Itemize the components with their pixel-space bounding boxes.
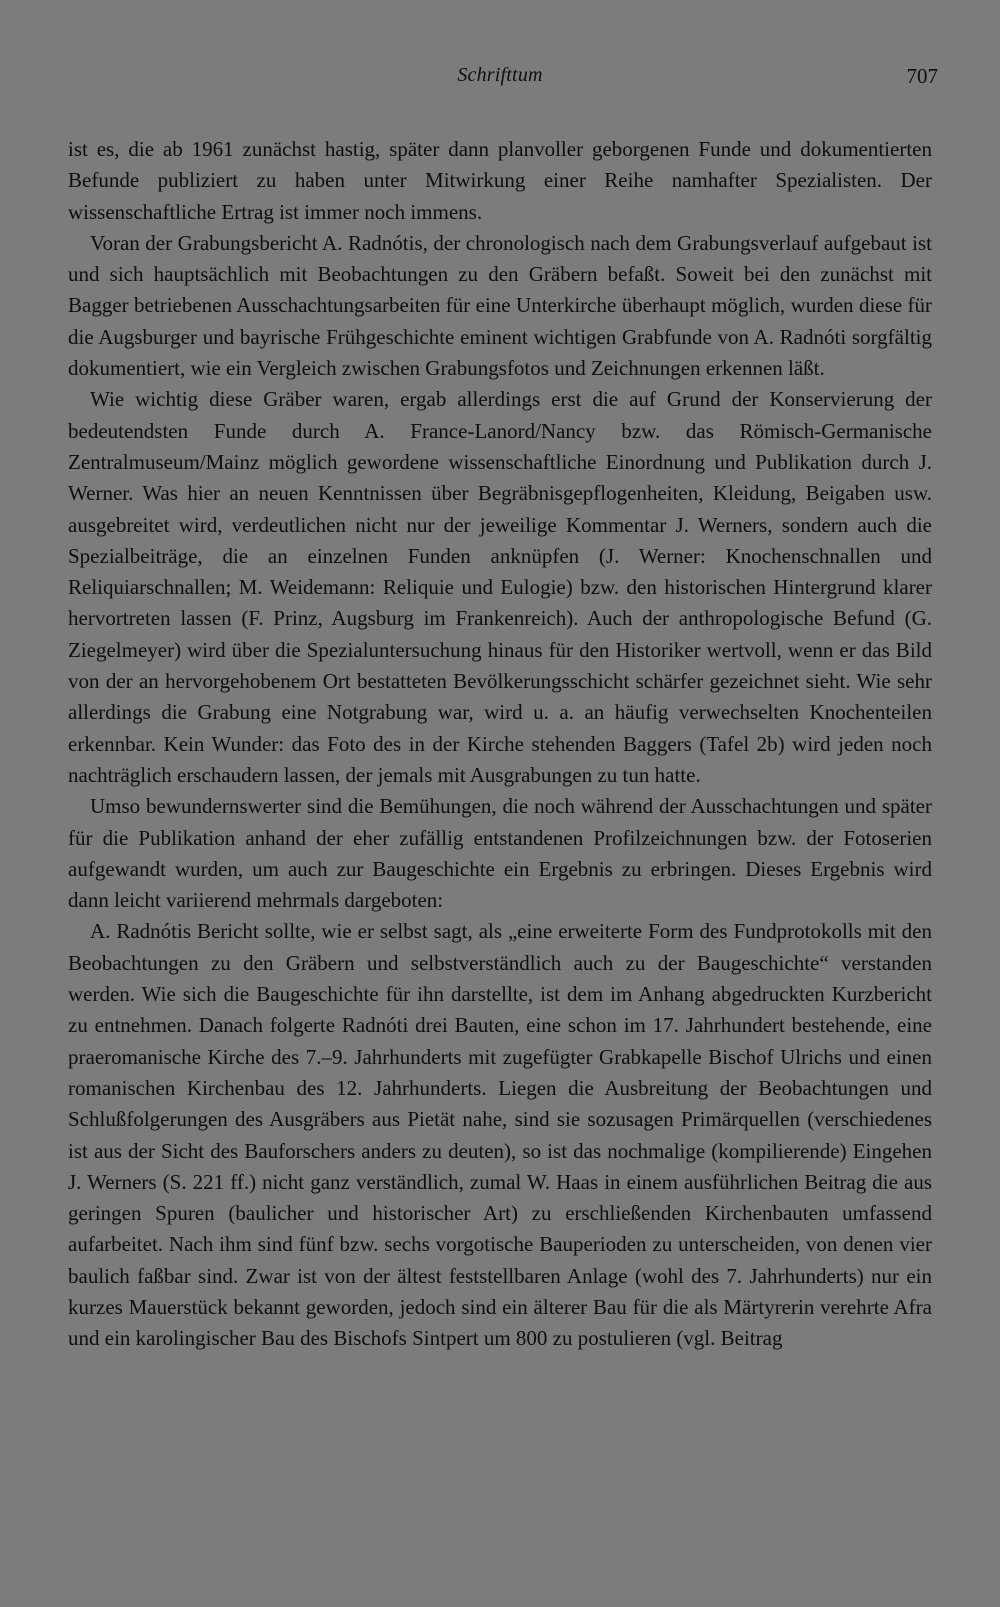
running-title: Schrifttum [457, 64, 543, 86]
body-text [68, 134, 932, 1355]
paragraph-4: Umso bewundernswerter sind die Bemühungen, die noch während der Ausschachtungen und später für die Publikation anhand der eher zufällig entstandenen Profilzeichnungen bzw. der Fotoserien aufgewandt wurden, um auch zur Baugeschichte ein Ergebnis zu erbringen. Dieses Ergebnis wird dann leicht variierend mehrmals dargeboten: [68, 794, 932, 913]
document-page [68, 60, 938, 1355]
paragraph-3: Wie wichtig diese Gräber waren, ergab allerdings erst die auf Grund der Konservierung der bedeutendsten Funde durch A. France-Lanord/Nancy bzw. das Römisch-Germanische Zentralmuseum/Mainz möglich gewordene wissenschaftliche Einordnung und Publikation durch J. Werner. Was hier an neuen Kenntnissen über Begräbnisgepflogenheiten, Kleidung, Beigaben usw. ausgebreitet wird, verdeutlichen nicht nur der jeweilige Kommentar J. Werners, sondern auch die Spezialbeiträge, die an einzelnen Funden anknüpfen (J. Werner: Knochenschnallen und Reliquiarschnallen; M. Weidemann: Reliquie und Eulogie) bzw. den historischen Hintergrund klarer hervortreten lassen (F. Prinz, Augsburg im Frankenreich). Auch der anthropologische Befund (G. Ziegelmeyer) wird über die Spezialuntersuchung hinaus für den Historiker wertvoll, wenn er das Bild von der an hervorgehobenem Ort bestatteten Bevölkerungsschicht schärfer gezeichnet sieht. Wie sehr allerdings die Grabung eine Notgrabung war, wird u. a. an häufig verwechselten Knochenteilen erkennbar. Kein Wunder: das Foto des in der Kirche stehenden Baggers (Tafel 2b) wird jeden noch nachträglich erschaudern lassen, der jemals mit Ausgrabungen zu tun hatte. [68, 387, 932, 787]
paragraph-5: A. Radnótis Bericht sollte, wie er selbst sagt, als „eine erweiterte Form des Fundprotokolls mit den Beobachtungen zu den Gräbern und selbstverständlich auch zu der Baugeschichte“ verstanden werden. Wie sich die Baugeschichte für ihn darstellte, ist dem im Anhang abgedruckten Kurzbericht zu entnehmen. Danach folgerte Radnóti drei Bauten, eine schon im 17. Jahrhundert bestehende, eine praeromanische Kirche des 7.–9. Jahrhunderts mit zugefügter Grabkapelle Bischof Ulrichs und einen romanischen Kirchenbau des 12. Jahrhunderts. Liegen die Ausbreitung der Beobachtungen und Schlußfolgerungen des Ausgräbers aus Pietät nahe, sind sie sozusagen Primärquellen (verschiedenes ist aus der Sicht des Bauforschers anders zu deuten), so ist das nochmalige (kompilierende) Eingehen J. Werners (S. 221 ff.) nicht ganz verständlich, zumal W. Haas in einem ausführlichen Beitrag die aus geringen Spuren (baulicher und historischer Art) zu erschließenden Kirchenbauten umfassend aufarbeitet. Nach ihm sind fünf bzw. sechs vorgotische Bauperioden zu unterscheiden, von denen vier baulich faßbar sind. Zwar ist von der ältest feststellbaren Anlage (wohl des 7. Jahrhunderts) nur ein kurzes Mauerstück bekannt geworden, jedoch sind ein älterer Bau für die als Märtyrerin verehrte Afra und ein karolingischer Bau des Bischofs Sintpert um 800 zu postulieren (vgl. Beitrag [68, 919, 932, 1351]
page-header [68, 60, 938, 100]
page-number: 707 [906, 64, 938, 88]
paragraph-1: ist es, die ab 1961 zunächst hastig, später dann planvoller geborgenen Funde und dokumentierten Befunde publiziert zu haben unter Mitwirkung einer Reihe namhafter Spezialisten. Der wissenschaftliche Ertrag ist immer noch immens. [68, 137, 932, 224]
paragraph-2: Voran der Grabungsbericht A. Radnótis, der chronologisch nach dem Grabungsverlauf aufgebaut ist und sich hauptsächlich mit Beobachtungen zu den Gräbern befaßt. Soweit bei den zunächst mit Bagger betriebenen Ausschachtungsarbeiten für eine Unterkirche überhaupt möglich, wurden diese für die Augsburger und bayrische Frühgeschichte eminent wichtigen Grabfunde von A. Radnóti sorgfältig dokumentiert, wie ein Vergleich zwischen Grabungsfotos und Zeichnungen erkennen läßt. [68, 230, 932, 381]
